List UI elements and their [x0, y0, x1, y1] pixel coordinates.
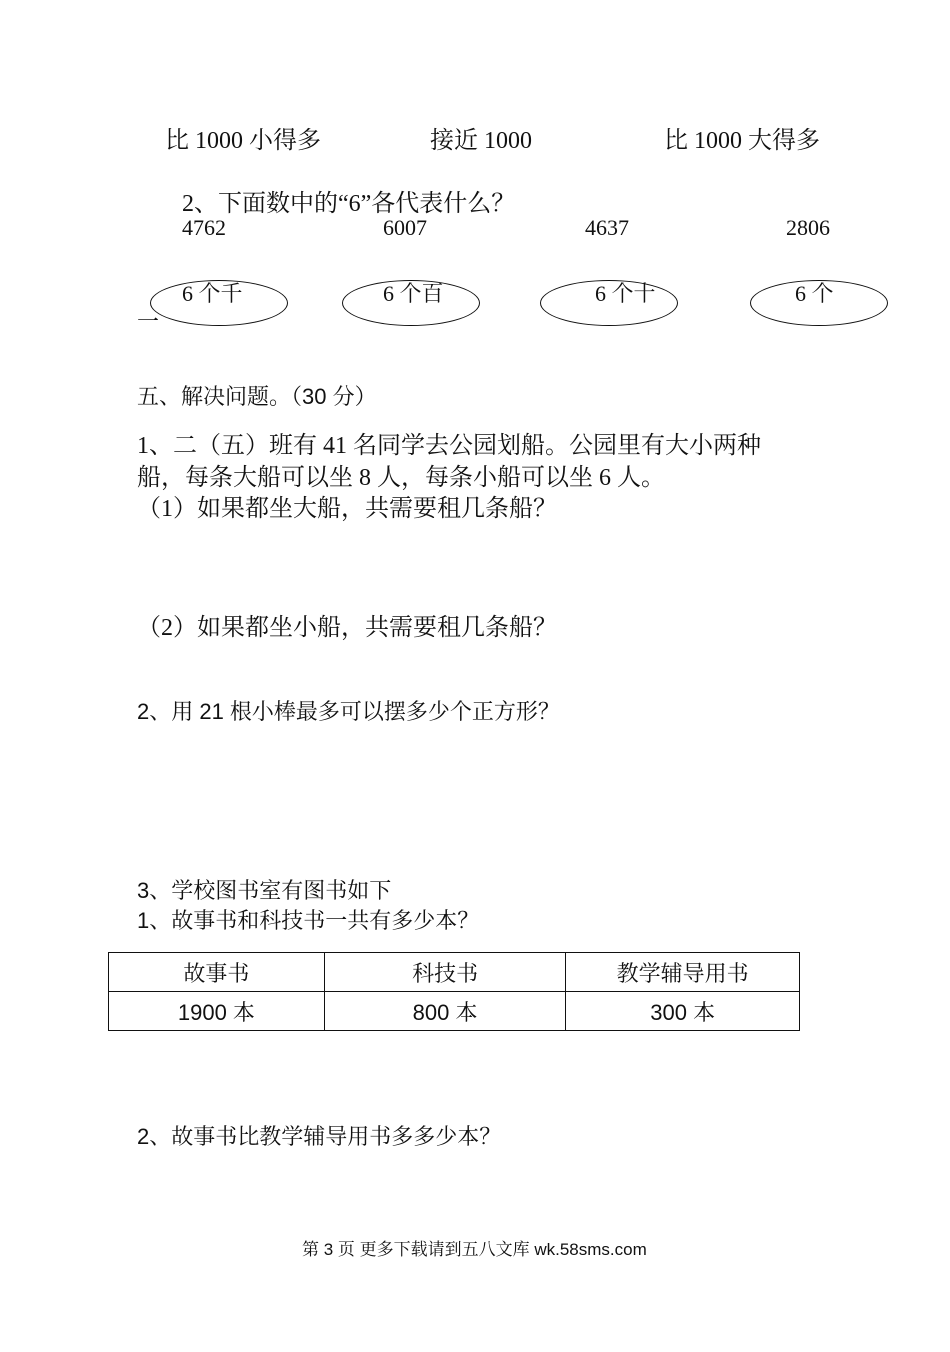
header-science: 科技书 — [324, 953, 566, 992]
problem1-question2: （2）如果都坐小船，共需要租几条船？ — [137, 615, 557, 641]
problem1-question1: （1）如果都坐大船，共需要租几条船？ — [137, 496, 557, 522]
estimate-less: 比 1000 小得多 — [165, 128, 321, 154]
number-1: 4762 — [182, 215, 226, 240]
answer-2: 6 个百 — [383, 281, 444, 306]
problem1-line2: 船，每条大船可以坐 8 人，每条小船可以坐 6 人。 — [137, 465, 665, 491]
table-row — [109, 992, 800, 1031]
page-footer: 第 3 页 更多下载请到五八文库 wk.58sms.com — [302, 1240, 647, 1259]
number-3: 4637 — [585, 215, 629, 240]
value-story: 1900 本 — [109, 992, 325, 1031]
problem2: 2、用 21 根小棒最多可以摆多少个正方形？ — [137, 699, 560, 724]
q2-title: 2、下面数中的“6”各代表什么？ — [182, 191, 516, 217]
section5-title: 五、解决问题。（30 分） — [137, 384, 377, 409]
book-table — [108, 952, 800, 1031]
header-teaching: 教学辅导用书 — [566, 953, 800, 992]
problem1-line1: 1、二（五）班有 41 名同学去公园划船。公园里有大小两种 — [137, 433, 761, 459]
value-teaching: 300 本 — [566, 992, 800, 1031]
header-story: 故事书 — [109, 953, 325, 992]
answer-4: 6 个 — [795, 281, 834, 306]
answer-tail: 一 — [137, 309, 160, 334]
problem3-question1: 1、故事书和科技书一共有多少本？ — [137, 908, 480, 933]
answer-3: 6 个十 — [595, 281, 656, 306]
estimate-near: 接近 1000 — [430, 128, 532, 154]
problem3-intro: 3、学校图书室有图书如下 — [137, 878, 392, 903]
number-2: 6007 — [383, 215, 427, 240]
number-4: 2806 — [786, 215, 830, 240]
value-science: 800 本 — [324, 992, 566, 1031]
estimate-more: 比 1000 大得多 — [664, 128, 820, 154]
answer-1: 6 个千 — [182, 281, 243, 306]
problem3-question2: 2、故事书比教学辅导用书多多少本？ — [137, 1124, 502, 1149]
table-header-row — [109, 953, 800, 992]
